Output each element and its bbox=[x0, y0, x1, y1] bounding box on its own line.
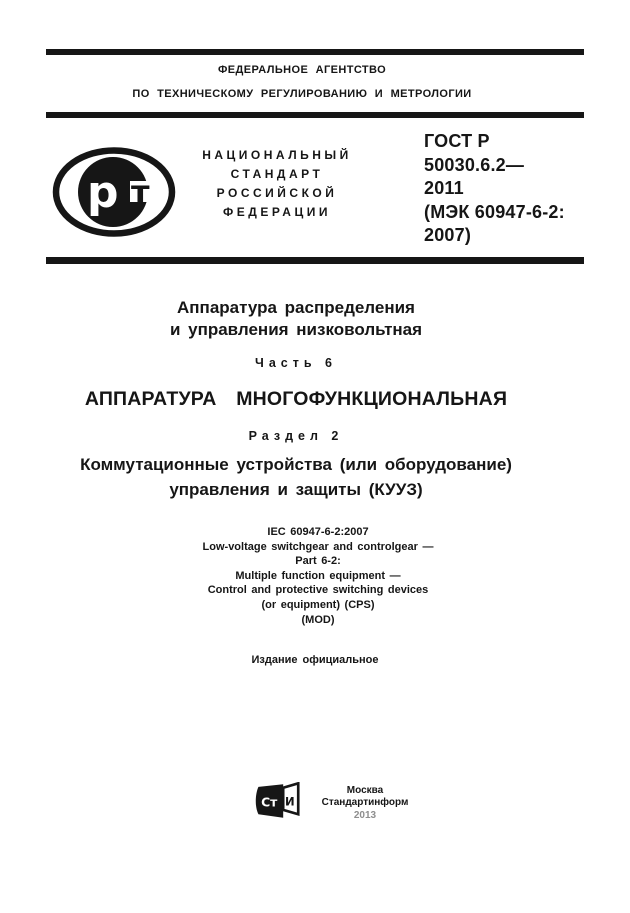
national-standard-line: РОССИЙСКОЙ bbox=[216, 186, 338, 200]
iec-reference-line: Multiple function equipment — bbox=[235, 569, 401, 582]
imprint-text bbox=[322, 785, 409, 823]
iec-reference-line: Control and protective switching devices bbox=[207, 584, 429, 597]
svg-text:р: р bbox=[87, 167, 119, 218]
national-standard-line: НАЦИОНАЛЬНЫЙ bbox=[202, 148, 352, 162]
iec-reference-line: (MOD) bbox=[301, 613, 335, 626]
imprint-year: 2013 bbox=[353, 809, 377, 821]
iec-reference-line: (or equipment) (CPS) bbox=[261, 598, 375, 611]
publisher-imprint bbox=[16, 782, 630, 825]
section-title bbox=[0, 452, 592, 502]
imprint-city: Москва bbox=[346, 784, 384, 796]
header-divider-rule bbox=[46, 112, 584, 118]
rst-certification-mark-icon bbox=[52, 146, 176, 243]
section-label: Раздел 2 bbox=[248, 429, 344, 443]
standartinform-book-mark-icon bbox=[254, 782, 300, 825]
brand-divider-rule bbox=[46, 257, 584, 264]
part-title: АППАРАТУРА МНОГОФУНКЦИОНАЛЬНАЯ bbox=[84, 388, 508, 410]
designation-line: 2007) bbox=[424, 225, 472, 245]
top-rule bbox=[46, 49, 584, 55]
svg-text:т: т bbox=[131, 173, 150, 211]
agency-name-line1: ФЕДЕРАЛЬНОЕ АГЕНТСТВО bbox=[217, 64, 387, 76]
designation-line: ГОСТ Р bbox=[424, 131, 490, 151]
subject-line1: Аппаратура распределения bbox=[177, 298, 415, 317]
iec-reference-line: Low-voltage switchgear and controlgear — bbox=[202, 540, 434, 553]
imprint-publisher: Стандартинформ bbox=[321, 797, 409, 809]
agency-name-line2: ПО ТЕХНИЧЕСКОМУ РЕГУЛИРОВАНИЮ И МЕТРОЛОГИИ bbox=[132, 88, 472, 100]
section-title-line2: управления и защиты (КУУЗ) bbox=[169, 480, 423, 499]
standard-subject-title bbox=[0, 297, 592, 341]
official-edition-note: Издание официальное bbox=[251, 654, 379, 666]
iec-reference-block bbox=[6, 525, 630, 627]
national-standard-line: СТАНДАРТ bbox=[230, 167, 324, 181]
designation-line: (МЭК 60947-6-2: bbox=[424, 201, 565, 222]
svg-text:И: И bbox=[284, 794, 295, 809]
svg-text:Ст: Ст bbox=[260, 795, 277, 810]
iec-reference-line: IEC 60947-6-2:2007 bbox=[267, 526, 369, 538]
designation-line: 2011 bbox=[424, 178, 464, 198]
iec-reference-line: Part 6-2: bbox=[295, 555, 341, 568]
part-label: Часть 6 bbox=[255, 356, 337, 370]
national-standard-line: ФЕДЕРАЦИИ bbox=[223, 205, 331, 219]
section-title-line1: Коммутационные устройства (или оборудование) bbox=[80, 455, 512, 474]
national-standard-label bbox=[186, 146, 368, 222]
subject-line2: и управления низковольтная bbox=[169, 320, 423, 339]
designation-line: 50030.6.2— bbox=[424, 154, 525, 175]
standard-designation bbox=[424, 130, 565, 248]
